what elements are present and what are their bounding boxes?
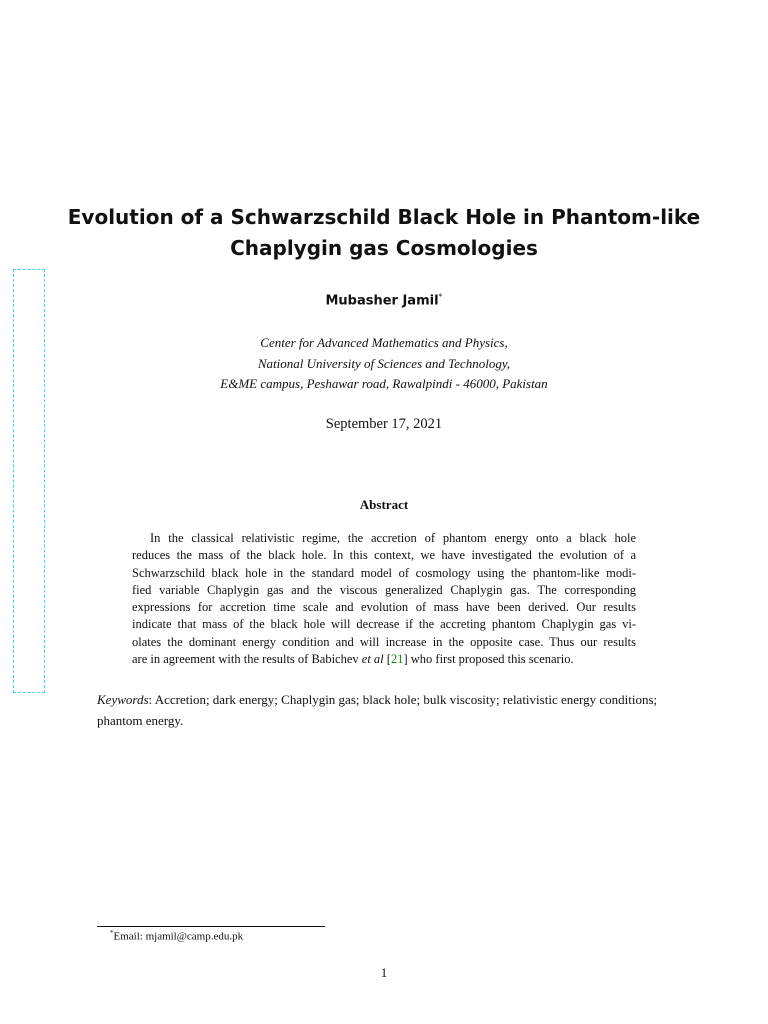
keywords-text: Accretion; dark energy; Chaplygin gas; black hole; bulk viscosity; relativistic energy conditions; phantom energy. <box>97 692 658 728</box>
author-footnote-mark[interactable]: * <box>438 292 443 301</box>
abstract-text: who first proposed this scenario. <box>407 652 574 667</box>
abstract-line: indicate that mass of the black hole will decrease if the accreting phantom Chaplygin gas vi- <box>132 617 636 632</box>
page-number: 1 <box>380 965 388 980</box>
abstract-line: olates the dominant energy condition and will increase in the opposite case. Thus our results <box>132 634 636 649</box>
affiliation-line-1: Center for Advanced Mathematics and Physics, <box>260 335 508 350</box>
publication-date: September 17, 2021 <box>325 416 443 432</box>
affiliation <box>0 333 768 395</box>
abstract-line: fied variable Chaplygin gas and the viscous generalized Chaplygin gas. The corresponding <box>132 582 636 597</box>
footnote-rule <box>97 926 325 927</box>
affiliation-line-2: National University of Sciences and Technology, <box>257 355 511 371</box>
footnote-text: Email: mjamil@camp.edu.pk <box>113 930 244 943</box>
abstract-last-line <box>132 651 636 668</box>
footnote <box>110 929 243 943</box>
cite-close: ] <box>403 652 408 667</box>
abstract-line: In the classical relativistic regime, the accretion of phantom energy onto a black hole <box>150 531 636 545</box>
abstract-body <box>132 530 636 668</box>
abstract-line: reduces the mass of the black hole. In this context, we have investigated the evolution of a <box>132 548 636 563</box>
title-line-1: Evolution of a Schwarzschild Black Hole in Phantom-like <box>67 205 701 229</box>
citation-link[interactable]: 21 <box>390 652 404 667</box>
abstract-line: expressions for accretion time scale and evolution of mass have been derived. Our results <box>132 600 636 615</box>
keywords <box>97 690 669 731</box>
footnote-mark: * <box>110 929 114 937</box>
cite-open: [ <box>383 652 391 667</box>
abstract-text: are in agreement with the results of Babichev <box>132 652 362 667</box>
paper-title <box>40 202 728 264</box>
keywords-label: Keywords <box>97 692 149 707</box>
author-name <box>0 292 768 308</box>
keywords-separator: : <box>148 692 155 707</box>
affiliation-line-3: E&ME campus, Peshawar road, Rawalpindi - 46000, Pakistan <box>220 376 548 391</box>
abstract-heading: Abstract <box>359 497 409 512</box>
author-text: Mubasher Jamil <box>325 293 439 309</box>
abstract-line: Schwarzschild black hole in the standard model of cosmology using the phantom-like modi- <box>132 565 636 580</box>
title-line-2: Chaplygin gas Cosmologies <box>230 236 538 260</box>
et-al: et al <box>361 652 384 667</box>
